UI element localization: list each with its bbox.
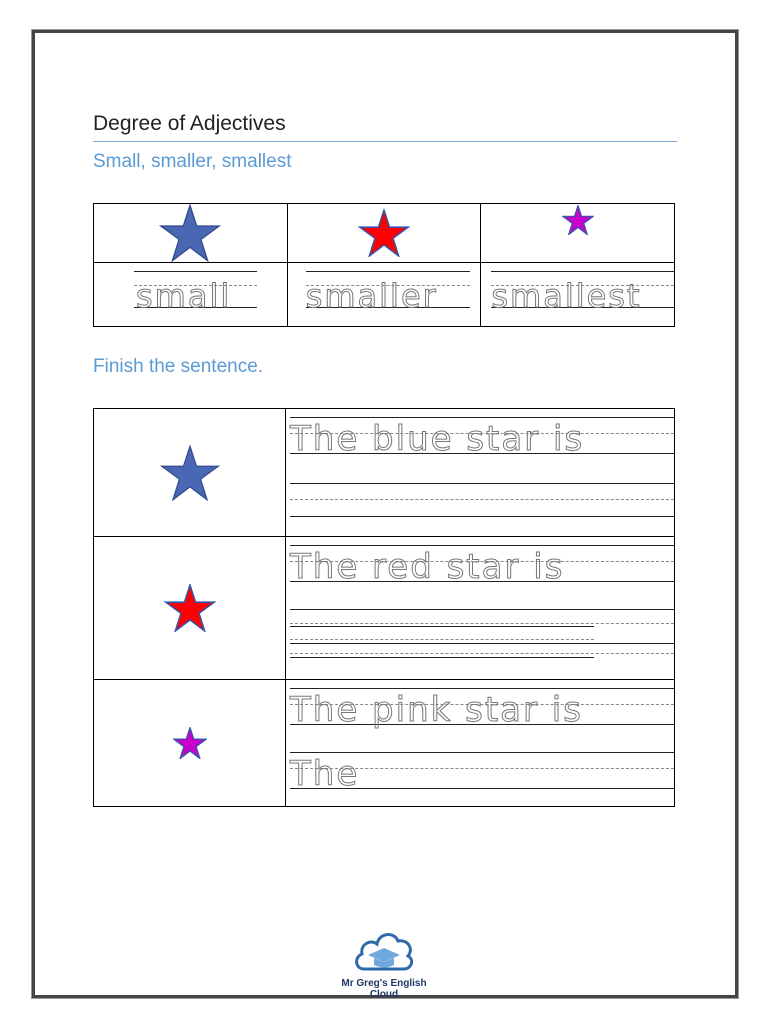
- degree-table: [93, 203, 675, 327]
- sentence-star-cell-blue: [94, 409, 286, 537]
- red-star-icon: [163, 584, 217, 632]
- sentence-cell-red: [286, 537, 675, 680]
- cloud-graduation-cap-icon: [352, 925, 416, 975]
- traced-word-the: The: [290, 754, 360, 794]
- sentence-cell-blue: [286, 409, 675, 537]
- traced-sentence-blue: The blue star is: [290, 419, 585, 459]
- writing-line: [290, 483, 674, 484]
- logo-text: Mr Greg's English Cloud: [341, 978, 427, 1000]
- traced-word-small: small: [136, 277, 232, 315]
- sentence-star-cell-pink: [94, 680, 286, 807]
- pink-star-icon: [173, 727, 207, 759]
- word-cell-smallest: [481, 263, 675, 327]
- writing-line: [290, 643, 674, 644]
- word-cell-small: [94, 263, 288, 327]
- finish-heading: Finish the sentence.: [93, 356, 264, 377]
- pink-star-icon: [562, 205, 594, 235]
- sentence-star-cell-red: [94, 537, 286, 680]
- blue-star-icon: [155, 204, 225, 262]
- worksheet-title: Degree of Adjectives: [93, 112, 286, 135]
- sentence-cell-pink: [286, 680, 675, 807]
- blue-star-icon: [156, 445, 224, 501]
- writing-line: [290, 516, 674, 517]
- writing-line: [290, 609, 674, 610]
- traced-word-smaller: smaller: [305, 277, 438, 315]
- traced-sentence-pink: The pink star is: [290, 690, 583, 730]
- sentence-table: [93, 408, 675, 807]
- star-cell-large: [94, 204, 288, 263]
- star-cell-small: [481, 204, 675, 263]
- star-cell-medium: [287, 204, 481, 263]
- red-star-icon: [357, 209, 411, 257]
- logo: [328, 925, 440, 1000]
- worksheet-subtitle: Small, smaller, smallest: [93, 151, 292, 172]
- traced-word-smallest: smallest: [491, 277, 642, 315]
- traced-sentence-red: The red star is: [290, 547, 565, 587]
- title-underline: [93, 141, 677, 142]
- word-cell-smaller: [287, 263, 481, 327]
